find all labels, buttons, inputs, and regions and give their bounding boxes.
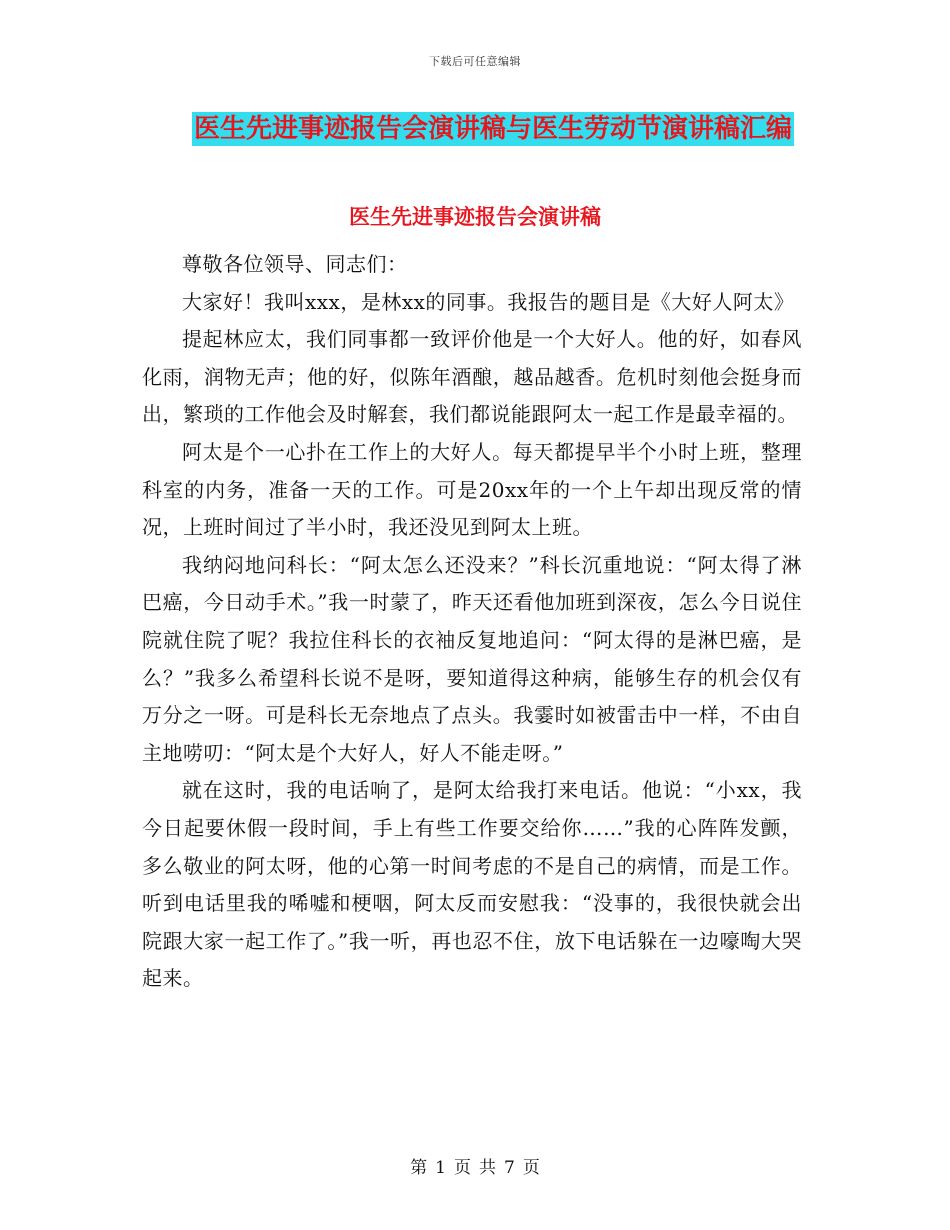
- footer-page-label: 页: [454, 1158, 471, 1178]
- main-title-container: [192, 112, 794, 146]
- footer-total-pages: 7: [504, 1158, 515, 1178]
- document-body: [142, 246, 802, 998]
- paragraph: 就在这时，我的电话响了，是阿太给我打来电话。他说：“小xx，我今日起要休假一段时间，手上有些工作要交给你……”我的心阵阵发颤，多么敬业的阿太呀，他的心第一时间考虑的不是自己的病情，而是工作。听到电话里我的唏嘘和梗咽，阿太反而安慰我：“没事的，我很快就会出院跟大家一起工作了。”我一听，再也忍不住，放下电话躲在一边嚎啕大哭起来。: [142, 778, 802, 991]
- page-footer: [0, 1153, 950, 1178]
- footer-total-prefix: 共: [479, 1158, 496, 1178]
- paragraph: 阿太是个一心扑在工作上的大好人。每天都提早半个小时上班，整理科室的内务，准备一天的工作。可是20xx年的一个上午却出现反常的情况，上班时间过了半小时，我还没见到阿太上班。: [142, 439, 802, 540]
- paragraph: 我纳闷地问科长：“阿太怎么还没来？”科长沉重地说：“阿太得了淋巴癌，今日动手术。”我一时蒙了，昨天还看他加班到深夜，怎么今日说住院就住院了呢？我拉住科长的衣袖反复地追问：“阿太得的是淋巴癌，是么？”我多么希望科长说不是呀，要知道得这种病，能够生存的机会仅有万分之一呀。可是科长无奈地点了点头。我霎时如被雷击中一样，不由自主地唠叨：“阿太是个大好人，好人不能走呀。”: [142, 552, 802, 765]
- main-title: 医生先进事迹报告会演讲稿与医生劳动节演讲稿汇编: [194, 114, 793, 144]
- footer-page-number: 1: [435, 1158, 446, 1178]
- section-title: 医生先进事迹报告会演讲稿: [349, 205, 601, 229]
- header-note: 下载后可任意编辑: [429, 55, 521, 68]
- paragraph: 提起林应太，我们同事都一致评价他是一个大好人。他的好，如春风化雨，润物无声；他的好，似陈年酒酿，越品越香。危机时刻他会挺身而出，繁琐的工作他会及时解套，我们都说能跟阿太一起工作是最幸福的。: [142, 327, 802, 427]
- footer-total-label: 页: [522, 1158, 540, 1178]
- footer-prefix: 第: [410, 1158, 428, 1178]
- paragraph: 大家好！我叫xxx，是林xx的同事。我报告的题目是《大好人阿太》: [182, 289, 795, 314]
- paragraph-greeting: 尊敬各位领导、同志们：: [182, 252, 408, 276]
